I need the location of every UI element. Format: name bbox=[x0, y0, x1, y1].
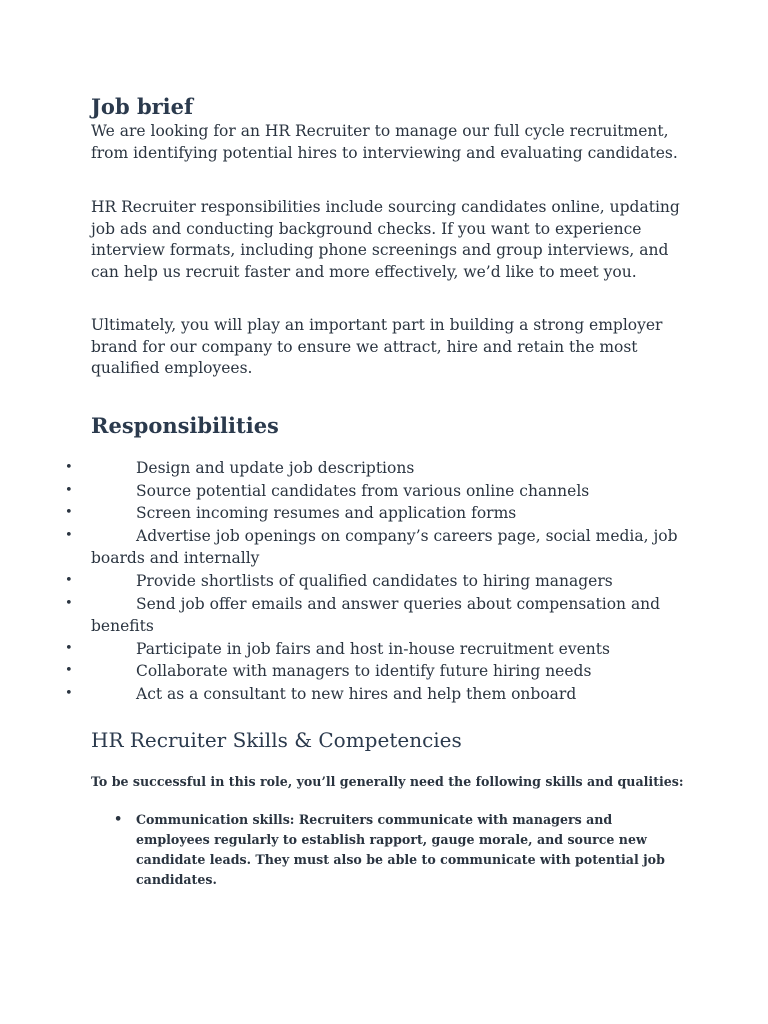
job-brief-paragraph-1: We are looking for an HR Recruiter to manage our full cycle recruitment, from identifying potential hires to interviewing and evaluating candidates. bbox=[91, 122, 678, 162]
responsibility-text: Collaborate with managers to identify future hiring needs bbox=[136, 662, 592, 681]
bullet-icon: • bbox=[65, 505, 73, 521]
bullet-icon: • bbox=[65, 527, 73, 543]
skill-description: Recruiters communicate with managers and employees regularly to establish rapport, gauge morale, and source new candidate leads. They must also be able to communicate with potential job candidates. bbox=[136, 812, 665, 887]
list-item bbox=[65, 525, 691, 570]
bullet-icon: • bbox=[65, 572, 73, 588]
responsibility-text: Act as a consultant to new hires and help them onboard bbox=[136, 684, 577, 703]
list-item bbox=[65, 457, 691, 480]
responsibility-text: Source potential candidates from various online channels bbox=[136, 481, 590, 500]
responsibility-text: Design and update job descriptions bbox=[136, 459, 415, 477]
bullet-icon: • bbox=[65, 595, 73, 611]
responsibility-text: Send job offer emails and answer queries about compensation and benefits bbox=[91, 594, 661, 636]
list-item bbox=[65, 660, 691, 683]
bullet-icon: • bbox=[65, 482, 73, 498]
responsibility-text: Screen incoming resumes and application forms bbox=[136, 504, 517, 523]
list-item bbox=[65, 570, 691, 593]
list-item bbox=[65, 480, 691, 503]
list-item bbox=[114, 810, 676, 890]
job-brief-paragraph-2: HR Recruiter responsibilities include sourcing candidates online, updating job ads and conducting background checks. If you want to experience interview formats, including phone screenings and group interviews, and can help us recruit faster and more effectively, we’d like to meet you. bbox=[91, 198, 680, 281]
list-item bbox=[65, 502, 691, 525]
skills-intro: To be successful in this role, you’ll generally need the following skills and qualities: bbox=[91, 774, 684, 789]
job-brief-heading: Job brief bbox=[91, 94, 194, 119]
bullet-icon: • bbox=[114, 812, 123, 827]
responsibilities-heading: Responsibilities bbox=[91, 413, 279, 438]
bullet-icon: • bbox=[65, 685, 73, 701]
bullet-icon: • bbox=[65, 663, 73, 679]
bullet-icon: • bbox=[65, 640, 73, 656]
list-item bbox=[65, 683, 691, 706]
skills-list bbox=[114, 810, 676, 890]
skill-name: Communication skills: bbox=[136, 812, 295, 827]
skills-heading: HR Recruiter Skills & Competencies bbox=[91, 728, 462, 752]
responsibility-text: Advertise job openings on company’s careers page, social media, job boards and internally bbox=[91, 526, 678, 568]
responsibilities-list bbox=[65, 457, 691, 706]
job-brief-paragraph-3: Ultimately, you will play an important part in building a strong employer brand for our company to ensure we attract, hire and retain the most qualified employees. bbox=[91, 316, 663, 377]
responsibility-text: Provide shortlists of qualified candidates to hiring managers bbox=[136, 571, 613, 590]
list-item bbox=[65, 593, 691, 638]
list-item bbox=[65, 638, 691, 661]
responsibility-text: Participate in job fairs and host in-house recruitment events bbox=[136, 639, 610, 658]
bullet-icon: • bbox=[65, 460, 73, 475]
